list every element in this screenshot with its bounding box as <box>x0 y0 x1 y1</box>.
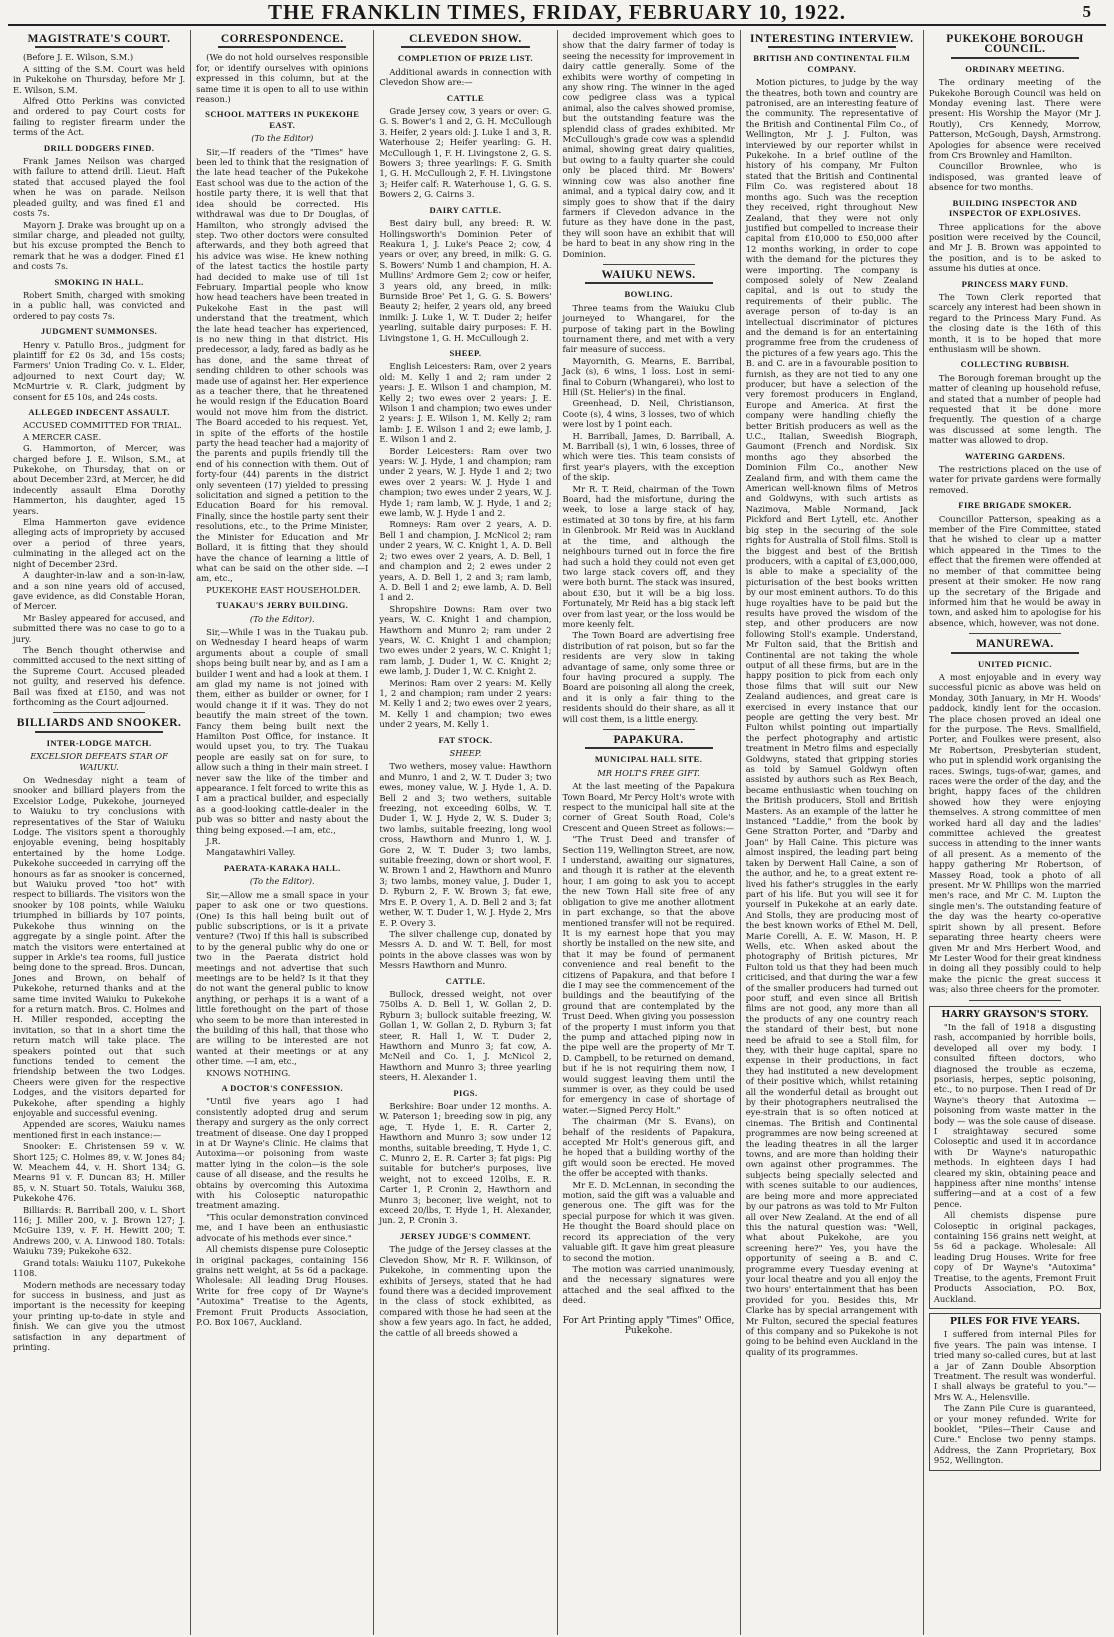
paragraph: The Town Board are advertising free distribution of rat poison, but so far the residents are very slow in taking advantage of same, only some three or four having procured a supply. The Board are poisoning all along the creek, and it is only a fair thing to the residents should do their share, as all it will cost them, is a little energy. <box>562 630 735 724</box>
paragraph: A most enjoyable and in every way successful picnic as above was held on Monday, 30th January, in Mr H. Woods' paddock, kindly lent for the occasion. The place chosen proved an ideal one for the purpose. The Revs. Smallfield, Porter, and Foulkes were present, also Mr Robertson, Presbyterian student, who put in splendid work organising the races. Swings, tugs-of-war, games, and races were the order of the day, and the bright, happy faces of the children showed how they were enjoying themselves. A strong committee of men worked hard all day and the ladies' committee achieved the greatest success in attending to the inner wants of all present. As a memento of the happy gathering Mr Robertson, of Massey Road, took a photo of all present. Mr W. Phillips won the married men's race, and Mr C. M. Lupton the single men's. The outstanding feature of the day was the hearty co-operative spirit shown by all present. Before separating three hearty cheers were given Mr and Mrs Herbert Wood, and Mr Lester Wood for their great kindness in doing all they possibly could to help make the picnic the great success it was; also three cheers for the promoter. <box>928 671 1102 995</box>
subheading: DAIRY CATTLE. <box>429 204 502 215</box>
masthead <box>8 0 1106 26</box>
subheading: BRITISH AND CONTINENTAL FILM COMPANY. <box>753 53 911 74</box>
paragraph: KNOWS NOTHING. <box>206 1067 291 1078</box>
section-divider <box>969 633 1061 634</box>
subheading: CATTLE <box>446 92 484 103</box>
paragraph: Three applications for the above position were received by the Council, and Mr J. B. Brown was appointed to the position, and is to be asked to assume his duties at once. <box>928 221 1102 274</box>
advertisement <box>929 1313 1101 1471</box>
paragraph: (We do not hold ourselves responsible for, or identify ourselves with opinions expressed in this column, but at the same time it is open to all to use within reason.) <box>196 52 369 105</box>
paragraph: Snooker: E. Christensen 59 v. W. Short 125; C. Holmes 89, v. W. Jones 84; W. Meachem 44, v. H. Short 134; G. Mearns 91 v. F. Duncan 83; H. Miller 85, v. N. Stuart 50. Totals, Waiuku 368, Pukekohe 476. <box>13 1141 186 1204</box>
subheading: MUNICIPAL HALL SITE. <box>594 754 703 765</box>
paragraph: "In the fall of 1918 a disgusting rash, accompanied by horrible boils, developed all over my body. I consulted fifteen doctors, who diagnosed the trouble as eczema, psoriasis, herpes, septic poisoning, etc., to no purpose. Then I read of Dr Wayne's theory that Autoxima — poisoning from waste matter in the body — was the sole cause of disease. I straightaway secured some Coloseptic and used it in accordance with Dr Wayne's naturopathic methods. In eighteen days I had cleared my skin, obtaining peace and happiness after nine months' intense suffering—and at a cost of a few pence. <box>933 1021 1097 1209</box>
paragraph: Berkshire: Boar under 12 months. A. W. Paterson 1; breeding sow in pig, any age, T. Hyde 1, E. R. Carter 2, Hawthorn and Munro 3; sow under 12 months, suitable breeding, T. Hyde 1, C. C. Munro 2, E. R. Carter 3; fat pigs: Pig suitable for butcher's purposes, live weight, not to exceed 120lbs, E. R. Carter 1, P. Cronin 2, Hawthorn and Munro 3; beconer, live weight, not to exceed 20/lbs, T. Hyde 1, H. Alexander, jun. 2, P. Cronin 3. <box>379 1101 552 1226</box>
subheading: SMOKING IN HALL. <box>54 276 144 287</box>
title-rule <box>35 731 163 733</box>
paragraph: decided improvement which goes to show that the dairy farmer of today is seeing the necessity for improvement in dairy cattle generally. Some of the exhibits were worthy of competing in any show ring. The winner in the aged cow pedigree class was a typical animal, also the calves showed promise, but the outstanding feature was the splendid class of grades exhibited. Mr McCullough's grade cow was a splendid animal, showing great dairy qualities, but owing to a faulty quarter she could only be placed third. Mr Bowers' winning cow was also another fine animal, and a typical dairy cow, and it simply goes to show that if the dairy farmers if Clevedon advance in the future as they have done in the past, they will soon have an exhibit that will be hard to beat in any show ring in the Dominion. <box>562 30 735 259</box>
section-title: PUKEKOHE BOROUGH COUNCIL. <box>946 33 1084 56</box>
paragraph: Greenhead, D. Neil, Christianson, Coote (s), 4 wins, 3 losses, two of which were lost by 1 point each. <box>562 398 735 430</box>
subheading: FAT STOCK. <box>438 734 493 745</box>
subheading: JUDGMENT SUMMONSES. <box>40 326 158 337</box>
paragraph: Elma Hammerton gave evidence alleging acts of impropriety by accused over a period of three years, culminating in the alleged act on the night of December 23rd. <box>13 517 186 569</box>
section-divider <box>969 1000 1061 1001</box>
paragraph: Three teams from the Waiuku Club journeyed to Whangarei, for the purpose of taking part in the Bowling tournament there, and met with a very fair measure of success. <box>562 302 735 355</box>
printing-notice: For Art Printing apply "Times" Office, Pukekohe. <box>562 1315 735 1336</box>
section-title: WAIUKU NEWS. <box>601 268 696 281</box>
paragraph: Robert Smith, charged with smoking in a public hall, was convicted and ordered to pay costs 7s. <box>13 289 186 321</box>
paragraph: Alfred Otto Perkins was convicted and ordered to pay Court costs for failing to register firearm under the terms of the Act. <box>13 96 186 138</box>
paragraph: The motion was carried unanimously, and the necessary signatures were attached and the seal affixed to the deed. <box>562 1263 735 1306</box>
paragraph: PUKEKOHE EAST HOUSEHOLDER. <box>206 584 361 595</box>
kicker: EXCELSIOR DEFEATS STAR OF WAIUKU. <box>30 751 168 772</box>
paragraph: Councillor Patterson, speaking as a member of the Fire Committee, stated that he wished to clear up a matter which appeared in the Times to the effect that the firemen were offended at no member of that committee being present at their smoker. He now rang up the secretary of the Brigade and informed him that he would be away in town, and asked him to apologise for his absence, which, however, was not done. <box>928 513 1102 628</box>
section-title: PAPAKURA. <box>613 734 684 746</box>
paragraph: Sir,—If readers of the "Times" have been led to think that the resignation of the late head teacher of the Pukekohe East school was due to the action of the hostile party there, it is well that that idea should be corrected. His withdrawal was due to Dr Douglas, of Hamilton, who strongly advised the step. Two other doctors were consulted afterwards, and they both agreed that his advice was wise. He knew nothing of the latest tactics the hostile party had decided to make use of till 1st February. Impartial people who know how head teachers have been treated in Pukekohe East in the past will understand that the treatment, which the late head teacher has experienced, is no new thing in that district. His predecessor, a lady, fared as badly as he has done, and the same threat of sending children to other schools was made use of against her. Her experience as a teacher there, that he threatened he would resign if the Education Board would not move him from the district. The Board acceded to his request. Yet, in spite of the efforts of the hostile party the head teacher had a majority of the parents and pupils friendly till the end of his connection with them. Out of forty-four (44) parents in the district only seventeen (17) yielded to pressing solicitation and signed a petition to the Education Board for his removal. Finally, since the hostile party sent their resolutions, etc., to the Prime Minister, the Minister for Education and Mr Bollard, it is fitting that they should have the chance of learning a little of what can be said on the other side. —I am, etc., <box>196 146 369 584</box>
title-rule <box>401 46 529 48</box>
column-6 <box>924 30 1106 1635</box>
section-title: MAGISTRATE'S COURT. <box>27 33 171 45</box>
subheading: COLLECTING RUBBISH. <box>960 359 1070 370</box>
column-2 <box>191 30 374 1635</box>
paragraph: A daughter-in-law and a son-in-law, and a son nine years old of accused, gave evidence, as did Constable Horan, of Mercer. <box>13 570 186 612</box>
subheading: JERSEY JUDGE'S COMMENT. <box>400 1230 531 1241</box>
masthead-title: THE FRANKLIN TIMES, FRIDAY, FEBRUARY 10, 1922. <box>267 0 847 24</box>
paragraph: "This ocular demonstration convinced me, and I have been an enthusiastic advocate of his methods ever since." <box>196 1211 369 1243</box>
paragraph: All chemists dispense pure Coloseptic in original packages, containing 156 grains nett weight, at 5s 6d a package. Wholesale: All leading Drug Houses. Write for free copy of Dr Wayne's "Autoxima" Treatise to the Agents, Fremont Fruit Products Association, P.O. Box 1067, Auckland. <box>196 1244 369 1327</box>
subheading: A DOCTOR'S CONFESSION. <box>221 1083 344 1093</box>
paragraph: The ordinary meeting of the Pukekohe Borough Council was held on Monday evening last. There were present: His Worship the Mayor (Mr J. Routly), Crs Kennedy, Morrow, Patterson, McGough, Daysh, Armstrong. Apologies for absence were received from Crs Brownley and Hamilton. <box>928 77 1102 161</box>
kicker: (To the Editor). <box>249 613 315 624</box>
paragraph: The Town Clerk reported that scarcely any interest had been shown in regard to the Princess Mary Fund. As the closing date is the 16th of this month, it is to be hoped that more enthusiasm will be shown. <box>928 291 1102 354</box>
paragraph: The Bench thought otherwise and committed accused to the next sitting of the Supreme Court. Accused pleaded not guilty, and reserved his defence. Bail was fixed at £150, and was not forthcoming as the Court adjourned. <box>13 644 186 707</box>
paragraph: "Until five years ago I had consistently adopted drug and serum therapy and surgery as the only correct treatment of disease. One day I propped in at Dr Wayne's Clinic. He claims that Autoxima—or poisoning from waste matter lying in the colon—is the sole cause of all disease, and the results he obtains by overcoming this Autoxima with his Coloseptic naturopathic treatment amazing. <box>196 1096 369 1211</box>
section-title: INTERESTING INTERVIEW. <box>749 33 914 45</box>
paragraph: Appended are scores, Waiuku names mentioned first in each instance:— <box>13 1119 186 1140</box>
paragraph: Councillor Brownlee, who is indisposed, was granted leave of absence for two months. <box>928 161 1102 193</box>
ad-title: PILES FOR FIVE YEARS. <box>949 1315 1080 1327</box>
subheading: WATERING GARDENS. <box>964 450 1066 461</box>
column-3 <box>374 30 557 1635</box>
subheading: SHEEP. <box>449 347 482 358</box>
subheading: DRILL DODGERS FINED. <box>43 142 155 153</box>
paragraph: Modern methods are necessary today for success in business, and just as important is the necessity for keeping your printing up-to-date in style and finish. We can give you the utmost satisfaction in any department of printing. <box>13 1279 186 1352</box>
paragraph: A MERCER CASE. <box>23 431 102 442</box>
paragraph: G. Hammorton, of Mercer, was charged before J. E. Wilson, S.M., at Pukekohe, on Thursday, that on or about December 23rd, at Mercer, he did indecently assault Elma Dorothy Hammerton, his daughter, aged 15 years. <box>13 443 186 516</box>
paragraph: English Leicesters: Ram, over 2 years old: M. Kelly 1 and 2; ram under 2 years: J. E. Wilson 1 and champion, M. Kelly 2; two ewes over 2 years: J. E. Wilson 1 and champion; two ewes under 2 years: J. E. Wilson 1, M. Kelly 2; ram lamb: J. E. Wilson 1 and 2; ewe lamb, J. E. Wilson 1 and 2. <box>379 361 552 445</box>
paragraph: ACCUSED COMMITTED FOR TRIAL. <box>23 420 182 431</box>
paragraph: The restrictions placed on the use of water for private gardens were formally removed. <box>928 464 1102 495</box>
title-rule <box>951 652 1079 654</box>
section-title: CLEVEDON SHOW. <box>409 33 522 45</box>
section-divider <box>53 712 145 713</box>
paragraph: Mr R. T. Reid, chairman of the Town Board, had the misfortune, during the week, to lose a large stack of hay, estimated at 30 tons by fire, at his farm in Glenbrook. Mr Reid was in Auckland at the time, and although the neighbours turned out in force the fire had such a hold they could not even get two large stack covers off, and they were both burnt. The stack was insured, about £30, but it will be a big loss. Fortunately, Mr Reid has a big stack left over from last year, or the loss would be more keenly felt. <box>562 483 735 629</box>
paragraph: Merinos: Ram over 2 years: M. Kelly 1, 2 and champion; ram under 2 years: M. Kelly 1 and 2; two ewes over 2 years, M. Kelly 1 and champion; two ewes under 2 years, M. Kelly 1. <box>379 677 552 730</box>
paragraph: Best dairy bull, any breed: R. W. Hollingsworth's Dominion Peter of Reakura 1, J. Luke's Peace 2; cow, 4 years or over, any breed, in milk: G. G. S. Bowers' Numb 1 and champion, H. A. Mullins' Ardmore Gem 2; cow or heifer, 3 years old, any breed, in milk: Burnside Broe' Pet 1, G. G. S. Bowers' Beauty 2; heifer, 2 years old, any breed inmilk: J. Luke 1, W. T. Duder 2; heifer yearling, suitable dairy purposes: F. H. Livingstone 1, G. H. McCullough 2. <box>379 218 552 343</box>
title-rule <box>951 57 1079 59</box>
paragraph: All chemists dispense pure Coloseptic in original packages, containing 156 grains nett weight, at 5s 6d a package. Wholesale: All leading Drug Houses. Write for free copy of Dr Wayne's "Autoxima" Treatise, to the agents, Fremont Fruit Products Association, P.O. Box, Auckland. <box>933 1210 1097 1304</box>
subheading: PAERATA-KARAKA HALL. <box>223 862 341 873</box>
section-divider <box>603 264 695 265</box>
kicker: MR HOLT'S FREE GIFT. <box>597 767 700 778</box>
subheading: PRINCESS MARY FUND. <box>961 278 1069 289</box>
paragraph: A sitting of the S.M. Court was held in Pukekohe on Thursday, before Mr J. E. Wilson, S.M. <box>13 63 186 95</box>
paragraph: Mangatawhiri Valley. <box>206 847 296 858</box>
subheading: BOWLING. <box>624 289 673 300</box>
title-rule <box>768 46 896 48</box>
paragraph: Bullock, dressed weight, not over 750lbs A. D. Bell 1, W. Gollan 2, D. Ryburn 3; bullock suitable freezing, W. Gollan 1, W. Gollan 2, D. Ryburn 3; fat steer, R. Hall 1, W. T. Duder 2, Hawthorn and Munro 3; fat cow, A. McNeil and Co. 1, J. McNicol 2, Hawthorn and Munro 3; three yearling steers, H. Alexander 1. <box>379 988 552 1083</box>
title-rule <box>585 747 713 749</box>
paragraph: Additional awards in connection with Clevedon Show are:— <box>379 66 552 88</box>
subheading: UNITED PICNIC. <box>978 658 1052 669</box>
paragraph: Border Leicesters: Ram over two years: W. J. Hyde, 1 and champion; ram under 2 years, W. J. Hyde 1 and 2; two ewes over 2 years: W. J. Hyde 1 and champion; two ewes under 2 years, W. J. Hyde 1; ram lamb, W. J. Hyde, 1 and 2; ewe lamb, W. J. Hyde 1 and 2. <box>379 445 552 519</box>
paragraph: The silver challenge cup, donated by Messrs A. D. and W. T. Bell, for most points in the above classes was won by Messrs Hawthorn and Munro. <box>379 928 552 971</box>
paragraph: Romneys: Ram over 2 years, A. D. Bell 1 and champion, J. McNicol 2; ram under 2 years, W. C. Knight 1, A. D. Bell 2; two ewes over 2 years, A. D. Bell, 1 and champion and 2; 2 ewes under 2 years, A. D. Bell 1, 2 and 3; ram lamb, A. D. Bell 1 and 2; ewe lamb, A. D. Bell 1 and 2. <box>379 519 552 603</box>
paragraph: "The Trust Deed and transfer of Section 119, Wellington Street, are now, I understand, awaiting our signatures, and though it is rather at the eleventh hour, I am going to ask you to accept the new Town Hall site free of any obligation to give me another allotment in part exchange, so that the above mentioned transfer will not be required. It is my earnest hope that you may shortly be installed on the new site, and that it may be found of permanent convenience and real benefit to the citizens of Papakura, and that before I die I may see the commencement of the buildings and the beautifying of the ground that are contemplated by the Trust Deed. When giving you possession of the property I must inform you that the pump and attached piping now in the pipe well are the property of Mr T. D. Campbell, to be returned on demand, but if he is not requiring them now, I would suggest leaving them until the summer is over, as they could be used for emergency in case of shortage of water.—Signed Percy Holt." <box>562 834 735 1115</box>
kicker: (To the Editor) <box>251 133 314 144</box>
paragraph: Mayornith, G. Mearns, E. Barribal, Jack (s), 6 wins, 1 loss. Lost in semi-final to Coburn (Whangarei), who lost to Hill (St. Helier's) in the final. <box>562 355 735 397</box>
subheading: ALLEGED INDECENT ASSAULT. <box>28 407 170 417</box>
paragraph: Grade Jersey cow, 3 years or over: G. G. S. Bower's 1 and 2, G. H. McCullough 3. Heifer, 2 years old: J. Luke 1 and 3, R. Waterhouse 2; Heifer yearling: G. H. McCullough 1, F. H. Livingstone 2, G. S. Bowers 3; three yearlings: F. G. Smith 1, G. H. McCullough 2, F. H. Livingstone 3; Heifer calf: R. Waterhouse 1, G. G. S. Bowers 2, G. Cairns 3. <box>379 106 552 200</box>
title-rule <box>585 282 713 284</box>
subheading: INTER-LODGE MATCH. <box>46 737 152 748</box>
section-divider <box>603 729 695 730</box>
subheading: PIGS. <box>453 1087 478 1098</box>
subheading: TUAKAU'S JERRY BUILDING. <box>216 600 349 611</box>
paragraph: Motion pictures, to judge by the way the theatres, both town and country are patronised, are an interesting feature of the community. The representative of the British and Continental Film Co., of Wellington, Mr J. J. Fulton, was interviewed by our reporter whilst in Pukekohe. In a brief outline of the history of his company, Mr Fulton stated that the British and Continental Film Co. was registered about 18 months ago. Such was the reception they received, right throughout New Zealand, that they were not only justified but compelled to increase their capital from £10,000 to £50,000 after 12 months working, in order to cope with the demand for the pictures they were importing. The company is composed solely of New Zealand capital, and is out to study the requirements of their public. The average person of to-day is an intellectual discriminator of pictures and the demand is for an entertaining programme free from the crudeness of the pictures of a few years ago. This the B. and C. are in a favourable position to furnish, as they are not tied to any one producer, but have a selection of the very foremost producers in England, Europe and America. At first the company were handling chiefly the better British producers as well as the U.C., Italian, Sweedish Biograph, Gaumont (French and Nordisk. Six months ago they absorbed the Dominion Film Co., another New Zealand firm, and with them came the American well-known films of Metros and Goldwyns, with such artists as Nazimova, Mable Normand, Jack Pickford and Bert Lytell, etc. Another big step in the securing of the sole rights for Australia of Stoll films. Stoll is the biggest and best of the British producers, with a capital of £3,000,000, is able to make a speciality of the picturisation of the best books written by our most eminent authors. To do this huge royalties have to be paid but the results have proved the wisdom of the step, and other producers are now following Stoll's example. Understand, Mr Fulton said, that the British and Continental are not taking the whole output of all these firms, but are in the happy position to pick from each only those films that will suit our New Zealand audiences, and great care is exercised in every instance that our people are getting the very best. Mr Fulton whilst pointing out impartially the perfect photography and artistic treatment in Metro films and especially Goldwyns, stated that gripping stories as told by Samuel Goldwyn often assisted by authors such as Rex Beach, became enthusiastic when touching on the British producers, Stoll and British Masters. As an example of the latter he instanced "Laddie," from the book by Gene Stratton Porter, and "Darby and Joan" by Hall Caine. This picture was almost inspired, the leading part being taken by Derwent Hall Caine, a son of the author, and he, to a great extent re-lived his father's struggles in the early part of his life. But you will see it for yourself in Pukekohe at an early date. And Stolls, they are producing most of the best known works of Ethel M. Dell, Marie Corelli, A. E. W. Mason, H. P. Wells, etc. When asked about the photography of British pictures, Mr Fulton told us that they had been much criticised, and that during the war a few of the smaller producers had turned out poor stuff, and even since all British films are not good, any more than all the products of any one country reach the standard of their best, but none need be afraid to see a Stoll film, for they, with their huge capital, spare no expense in their productions, in fact they had instituted a new development of their positive which, whilst retaining all the wonderful detail as brought out by their photographers neutralised the eye-strain that is so often noticed at cinemas. The British and Continental programmes are now being screened at the leading theatres in all the larger towns, and are more than holding their own against other programmes. The subjects being specially selected and with scenes suitable to our audiences, are being more and more appreciated by our patrons as was told to Mr Fulton all over New Zealand. At the end of all this the natural question was: "Well, what about Pukekohe, are you screening here?" Yes, you have the opportunity of seeing a B. and C. programme every Tuesday evening at your local theatre and you all enjoy the two hours' entertainment that has been provided for you. Besides this, Mr Clarke has by special arrangement with Mr Fulton, secured the special features of this company and so Pukekohe is not going to be behind even Auckland in the quality of its programmes. <box>745 77 918 1357</box>
paragraph: Henry v. Patullo Bros., judgment for plaintiff for £2 0s 3d, and 15s costs; Farmers' Union Trading Co. v. L. Elder, adjourned to next Court day; W. McMurtrie v. R. Clark, judgment by consent for £5 10s, and 24s costs. <box>13 339 186 402</box>
ad-title: HARRY GRAYSON'S STORY. <box>941 1008 1089 1020</box>
title-rule <box>35 46 163 48</box>
paragraph: The Zann Pile Cure is guaranteed, or your money refunded. Write for booklet, "Piles—Their Cause and Cure." Enclose two penny stamps. Address, the Zann Proprietary, Box 952, Wellington. <box>933 1403 1097 1466</box>
paragraph: J.R. <box>206 836 221 847</box>
paragraph: Grand totals: Waiuku 1107, Pukekohe 1108. <box>13 1257 186 1279</box>
section-title: CORRESPONDENCE. <box>220 33 344 45</box>
paragraph: At the last meeting of the Papakura Town Board, Mr Percy Holt's wrote with respect to the municipal hall site at the corner of Great South Road, Cole's Crescent and Queen Street as follows:— <box>562 781 735 833</box>
subheading: SCHOOL MATTERS IN PUKEKOHE EAST. <box>205 109 360 130</box>
paragraph: H. Barriball, James, D. Barriball, A. M. Barriball (s), 1 win, 6 losses, three of which were ties. This team consists of first year's players, with the exception of the skip. <box>562 430 735 483</box>
paragraph: Sir,—Allow me a small space in your paper to ask one or two questions. (One) Is this hall being built out of public subscriptions, or is it a private venture? (Two) If this hall is subscribed to by the general public why do one or two in the Paerata district hold meetings and not advertise that such meetings are to be held? Is it that they do not want the general public to know anything, or perhaps it is a want of a little forethought on the part of those who seem to be more than interested in the building of this hall, that those who are willing to be interested are not wanted at their meetings or at any other time. —I am, etc., <box>196 889 369 1067</box>
subheading: BUILDING INSPECTOR AND INSPECTOR OF EXPLOSIVES. <box>948 197 1081 219</box>
paragraph: Mr E. D. McLennan, in seconding the motion, said the gift was a valuable and generous one. The gift was for the special purpose for which it was given. He thought the Board should place on record its appreciation of the very valuable gift. It gave him great pleasure to second the motion. <box>562 1179 735 1263</box>
paragraph: (Before J. E. Wilson, S.M.) <box>23 52 134 63</box>
advertisement <box>929 1006 1101 1309</box>
paragraph: Billiards: R. Barriball 200, v. L. Short 116; J. Miller 200, v. J. Brown 127; J. McGuire 139, v. F. H. Hewitt 200; T. Andrews 200, v. A. Linwood 180. Totals: Waiuku 739; Pukekohe 632. <box>13 1204 186 1257</box>
article-columns <box>8 30 1106 1635</box>
section-title: BILLIARDS AND SNOOKER. <box>16 717 182 730</box>
paragraph: Sir,—While I was in the Tuakau pub. on Wednesday I heard heaps of warm arguments about a couple of small shops being built near by, and as I am a builder I went and had a look at them. I am glad my name is not joined with them, either as builder or owner, for I would change it if it was. They do not beautify the main street of the town. Fancy them being built next the Hamilton Post Office, for instance. It would upset you, to try. The Tuakau people are easily sat on for sure, to allow such a thing in their main street. I never saw the like of the timber and appearance. I felt forced to write this as I am a practical builder, and especially as a good-looking cattle-dealer in the pub was so bitter and nasty about the thing being exposed.—I am, etc., <box>196 626 369 835</box>
column-5 <box>741 30 924 1635</box>
paragraph: The chairman (Mr S. Evans), on behalf of the residents of Papakura, accepted Mr Holt's generous gift, and he hoped that a building worthy of the gift would soon be erected. He moved the offer be accepted with thanks. <box>562 1116 735 1179</box>
paragraph: The judge of the Jersey classes at the Clevedon Show, Mr R. F. Wilkinson, of Pukekohe, in commenting upon the exhibits of Jerseys, stated that he had found there was a decided improvement in the class of stock exhibited, as compared with those he had seen at the show a few years ago. In fact, he added, the cattle of all breeds showed a <box>379 1244 552 1338</box>
subheading: ORDINARY MEETING. <box>965 63 1065 74</box>
column-4 <box>558 30 741 1635</box>
paragraph: Two wethers, mosey value: Hawthorn and Munro, 1 and 2, W. T. Duder 3; two ewes, money value, W. J. Hyde 1, A. D. Bell 2 and 3; two wethers, suitable freezing, not exceeding 60lbs, W. T. Duder 1, W. J. Hyde 2, W. S. Duder 3; two lambs, suitable freezing, long wool cross, Hawthorn and Munro 1, W. J. Gore 2, W. T. Duder 3; two lambs, suitable freezing, down or short wool, F. W. Brown 1 and 2, Hawthorn and Munro 3; two lambs, money value, J. Duder 1, D. Ryburn 2, F. W. Brown 3; fat ewe, Mrs E. P. Overy 1, A. D. Bell 2 and 3; fat wether, W. T. Duder 1, W. J. Hyde 2, Mrs E. P. Overy 3. <box>379 761 552 928</box>
paragraph: I suffered from internal Piles for five years. The pain was intense. I tried many so-called cures, but at last a jar of Zann Double Absorption Treatment. The result was wonderful. I shall always be grateful to you."—Mrs W. A., Helensville. <box>933 1329 1097 1402</box>
subheading: CATTLE. <box>445 975 486 986</box>
kicker: (To the Editor). <box>249 876 315 887</box>
page-number: 5 <box>1082 2 1092 21</box>
column-1 <box>8 30 191 1635</box>
paragraph: Shropshire Downs: Ram over two years, W. C. Knight 1 and champion, Hawthorn and Munro 2; ram under 2 years, W. C. Knight 1 and champion; two ewes under 2 years, W. C. Knight 1; ram lamb, J. Duder 1, W. C. Knight 2; ewe lamb, J. Duder 1, W. C. Knight 2. <box>379 603 552 677</box>
title-rule <box>218 46 346 48</box>
paragraph: Frank James Neilson was charged with failure to attend drill. Lieut. Haft stated that accused played the fool when he was on parade. Neilson pleaded guilty, and was fined £1 and costs 7s. <box>13 156 186 219</box>
kicker: SHEEP. <box>449 748 482 758</box>
paragraph: On Wednesday night a team of snooker and billiard players from the Excelsior Lodge, Pukekohe, journeyed to Waiuku to try conclusions with representatives of the Star of Waiuku Lodge. The visitors spent a thoroughly enjoyable evening, being hospitably entertained by the home Lodge. Pukekohe succeeded in carrying off the honours as far as snooker is concerned, but Waiuku proved "too hot" with respect to billiards. The visitors won the snooker by 108 points, while Waiuku triumphed in billiards by 107 points, Pukekohe thus winning on the aggregate by a single point. After the match the visitors were entertained at supper in Arkle's tea rooms, full justice being done to the spread. Bros. Duncan, Jones and Brown, on behalf of Pukekohe, returned thanks and at the same time invited Waiuku to Pukekohe for a return match. Bros. C. Holmes and H. Miller responded, accepting the invitation, so that in a short time the return match will take place. The speakers pointed out that such functions tended to cement the friendship between the two Lodges. Cheers were given for the respective Lodges, and the visitors departed for Pukekohe, after spending a highly enjoyable and successful evening. <box>13 775 186 1118</box>
subheading: COMPLETION OF PRIZE LIST. <box>397 53 533 64</box>
paragraph: Mr Basley appeared for accused, and submitted there was no case to go to a jury. <box>13 612 186 644</box>
paragraph: Mayorn J. Drake was brought up on a similar charge, and pleaded not guilty, but his excuse prompted the Bench to remark that he was a dodger. Fined £1 and costs 7s. <box>13 219 186 272</box>
section-title: MANUREWA. <box>976 638 1054 651</box>
subheading: FIRE BRIGADE SMOKER. <box>958 500 1072 511</box>
paragraph: The Borough foreman brought up the matter of cleaning up household refuse, and stated that a number of people had requested that it be done more frequently. The question of a charge was discussed at some length. The matter was allowed to drop. <box>928 372 1102 446</box>
